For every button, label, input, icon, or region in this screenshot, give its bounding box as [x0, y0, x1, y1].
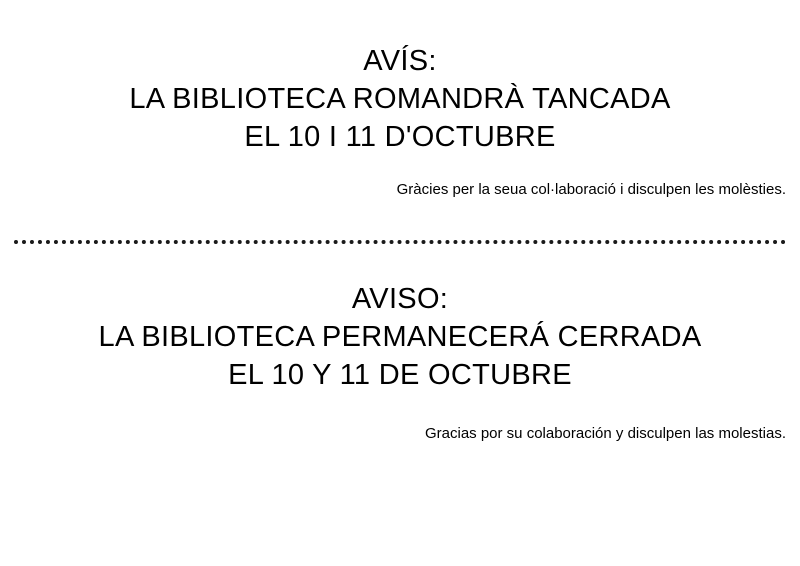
- notice-catalan-line-3: EL 10 I 11 D'OCTUBRE: [244, 121, 556, 153]
- notice-spanish: [0, 280, 800, 444]
- notice-catalan-line-1: AVÍS:: [363, 45, 437, 77]
- notice-spanish-line-3: EL 10 Y 11 DE OCTUBRE: [228, 359, 572, 391]
- notice-catalan: [0, 42, 800, 200]
- notice-catalan-thanks: Gràcies per la seua col·laboració i disculpen les molèsties.: [396, 181, 786, 198]
- dotted-divider: [14, 240, 786, 244]
- notice-catalan-line-2: LA BIBLIOTECA ROMANDRÀ TANCADA: [129, 83, 671, 115]
- notice-spanish-line-1: AVISO:: [351, 283, 449, 315]
- notice-spanish-line-2: LA BIBLIOTECA PERMANECERÁ CERRADA: [98, 321, 702, 353]
- notice-spanish-thanks: Gracias por su colaboración y disculpen las molestias.: [424, 425, 786, 442]
